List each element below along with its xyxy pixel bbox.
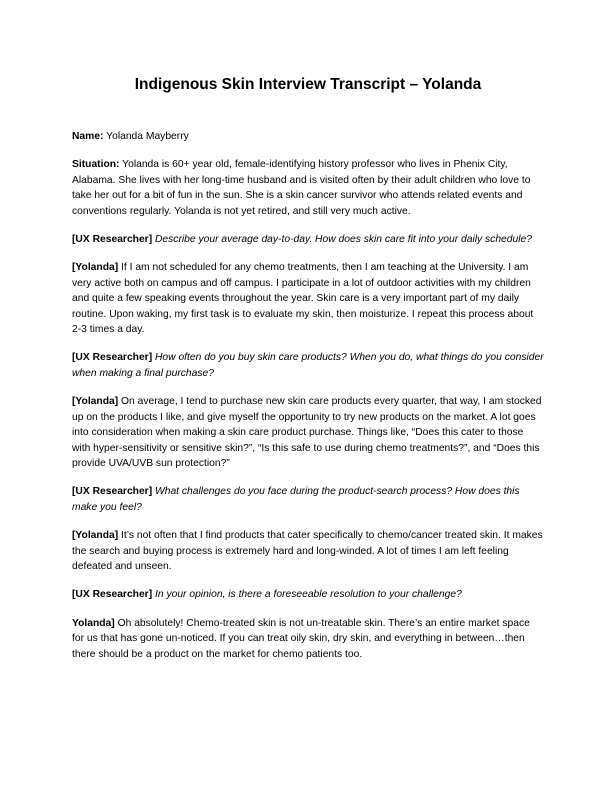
question-text: In your opinion, is there a foreseeable resolution to your challenge? xyxy=(155,589,462,601)
interviewee-answer xyxy=(72,394,544,471)
answer-text: On average, I tend to purchase new skin care products every quarter, that way, I am stocked up on the products I like, and give myself the opportunity to try new products on the market. A lot goes into consideration when making a skin care product purchase. Things like, “Does this cater to those with hyper-sensitivity or sensitive skin?”, “Is this safe to use during chemo treatments?”, and “Does this provide UVA/UVB sun protection?” xyxy=(72,396,542,469)
situation-paragraph xyxy=(72,157,544,219)
answer-text: Oh absolutely! Chemo-treated skin is not un-treatable skin. There’s an entire market space for us that has gone un-noticed. If you can treat oily skin, dry skin, and everything in between…then there should be a product on the market for chemo patients too. xyxy=(72,617,530,660)
speaker-label: [Yolanda] xyxy=(72,396,119,408)
researcher-question xyxy=(72,484,544,515)
question-text: What challenges do you face during the product-search process? How does this make you feel? xyxy=(72,486,520,513)
researcher-question xyxy=(72,232,544,247)
answer-text: If I am not scheduled for any chemo treatments, then I am teaching at the University. I am very active both on campus and off campus. I participate in a lot of outdoor activities with my children and quite a few speaking events throughout the year. Skin care is a very important part of my daily routine. Upon waking, my first task is to evaluate my skin, then moisturize. I repeat this process about 2-3 times a day. xyxy=(72,262,534,336)
name-label: Name: xyxy=(72,131,104,142)
answer-text: It’s not often that I find products that cater specifically to chemo/cancer treated skin. It makes the search and buying process is extremely hard and long-winded. A lot of times I am left feeling defeated and unseen. xyxy=(72,530,543,572)
researcher-question xyxy=(72,587,544,602)
situation-text: Yolanda is 60+ year old, female-identifying history professor who lives in Phenix City, Alabama. She lives with her long-time husband and is visited often by their adult children who love to take her out for a bit of fun in the sun. She is a skin cancer survivor who attends related events and conventions regularly. Yolanda is not yet retired, and still very much active. xyxy=(72,159,531,217)
name-value: Yolanda Mayberry xyxy=(106,131,189,142)
speaker-label: [UX Researcher] xyxy=(72,486,153,498)
name-paragraph xyxy=(72,129,544,144)
question-text: How often do you buy skin care products? When you do, what things do you consider when making a final purchase? xyxy=(72,352,544,379)
situation-label: Situation: xyxy=(72,159,120,171)
document-page xyxy=(72,75,544,662)
interviewee-answer xyxy=(72,528,544,574)
document-title: Indigenous Skin Interview Transcript – Yolanda xyxy=(134,76,482,93)
speaker-label: [UX Researcher] xyxy=(72,352,153,364)
interviewee-answer xyxy=(72,616,544,662)
researcher-question xyxy=(72,350,544,381)
speaker-label: [Yolanda] xyxy=(72,262,119,274)
question-text: Describe your average day-to-day. How does skin care fit into your daily schedule? xyxy=(155,234,532,246)
interviewee-answer xyxy=(72,260,544,337)
speaker-label: [Yolanda] xyxy=(72,530,119,542)
speaker-label: [UX Researcher] xyxy=(72,234,153,246)
speaker-label: Yolanda] xyxy=(72,617,115,629)
speaker-label: [UX Researcher] xyxy=(72,589,153,601)
